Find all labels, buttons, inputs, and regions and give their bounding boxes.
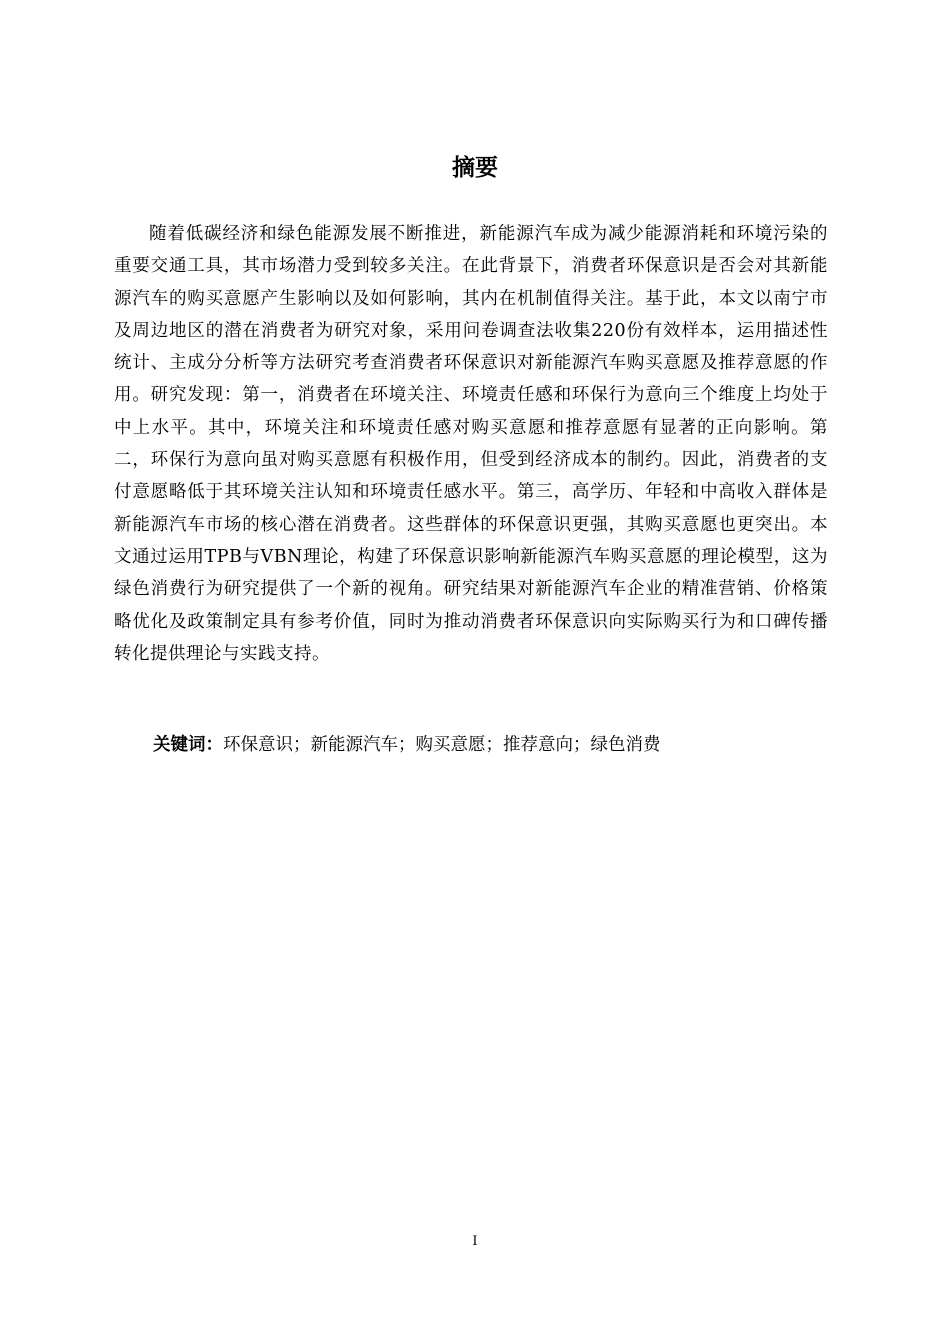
- keywords-line: [153, 729, 833, 761]
- keywords-label: 关键词：: [153, 735, 223, 755]
- abstract-paragraph: 随着低碳经济和绿色能源发展不断推进，新能源汽车成为减少能源消耗和环境污染的重要交通工具，其市场潜力受到较多关注。在此背景下，消费者环保意识是否会对其新能源汽车的购买意愿产生影响以及如何影响，其内在机制值得关注。基于此，本文以南宁市及周边地区的潜在消费者为研究对象，采用问卷调查法收集220份有效样本，运用描述性统计、主成分分析等方法研究考查消费者环保意识对新能源汽车购买意愿及推荐意愿的作用。研究发现：第一，消费者在环境关注、环境责任感和环保行为意向三个维度上均处于中上水平。其中，环境关注和环境责任感对购买意愿和推荐意愿有显著的正向影响。第二，环保行为意向虽对购买意愿有积极作用，但受到经济成本的制约。因此，消费者的支付意愿略低于其环境关注认知和环境责任感水平。第三，高学历、年轻和中高收入群体是新能源汽车市场的核心潜在消费者。这些群体的环保意识更强，其购买意愿也更突出。本文通过运用TPB与VBN理论，构建了环保意识影响新能源汽车购买意愿的理论模型，这为绿色消费行为研究提供了一个新的视角。研究结果对新能源汽车企业的精准营销、价格策略优化及政策制定具有参考价值，同时为推动消费者环保意识向实际购买行为和口碑传播转化提供理论与实践支持。: [114, 224, 828, 664]
- page-number: I: [472, 1234, 478, 1249]
- keywords-text: 环保意识；新能源汽车；购买意愿；推荐意向；绿色消费: [223, 735, 661, 755]
- abstract-title: 摘要: [452, 155, 498, 181]
